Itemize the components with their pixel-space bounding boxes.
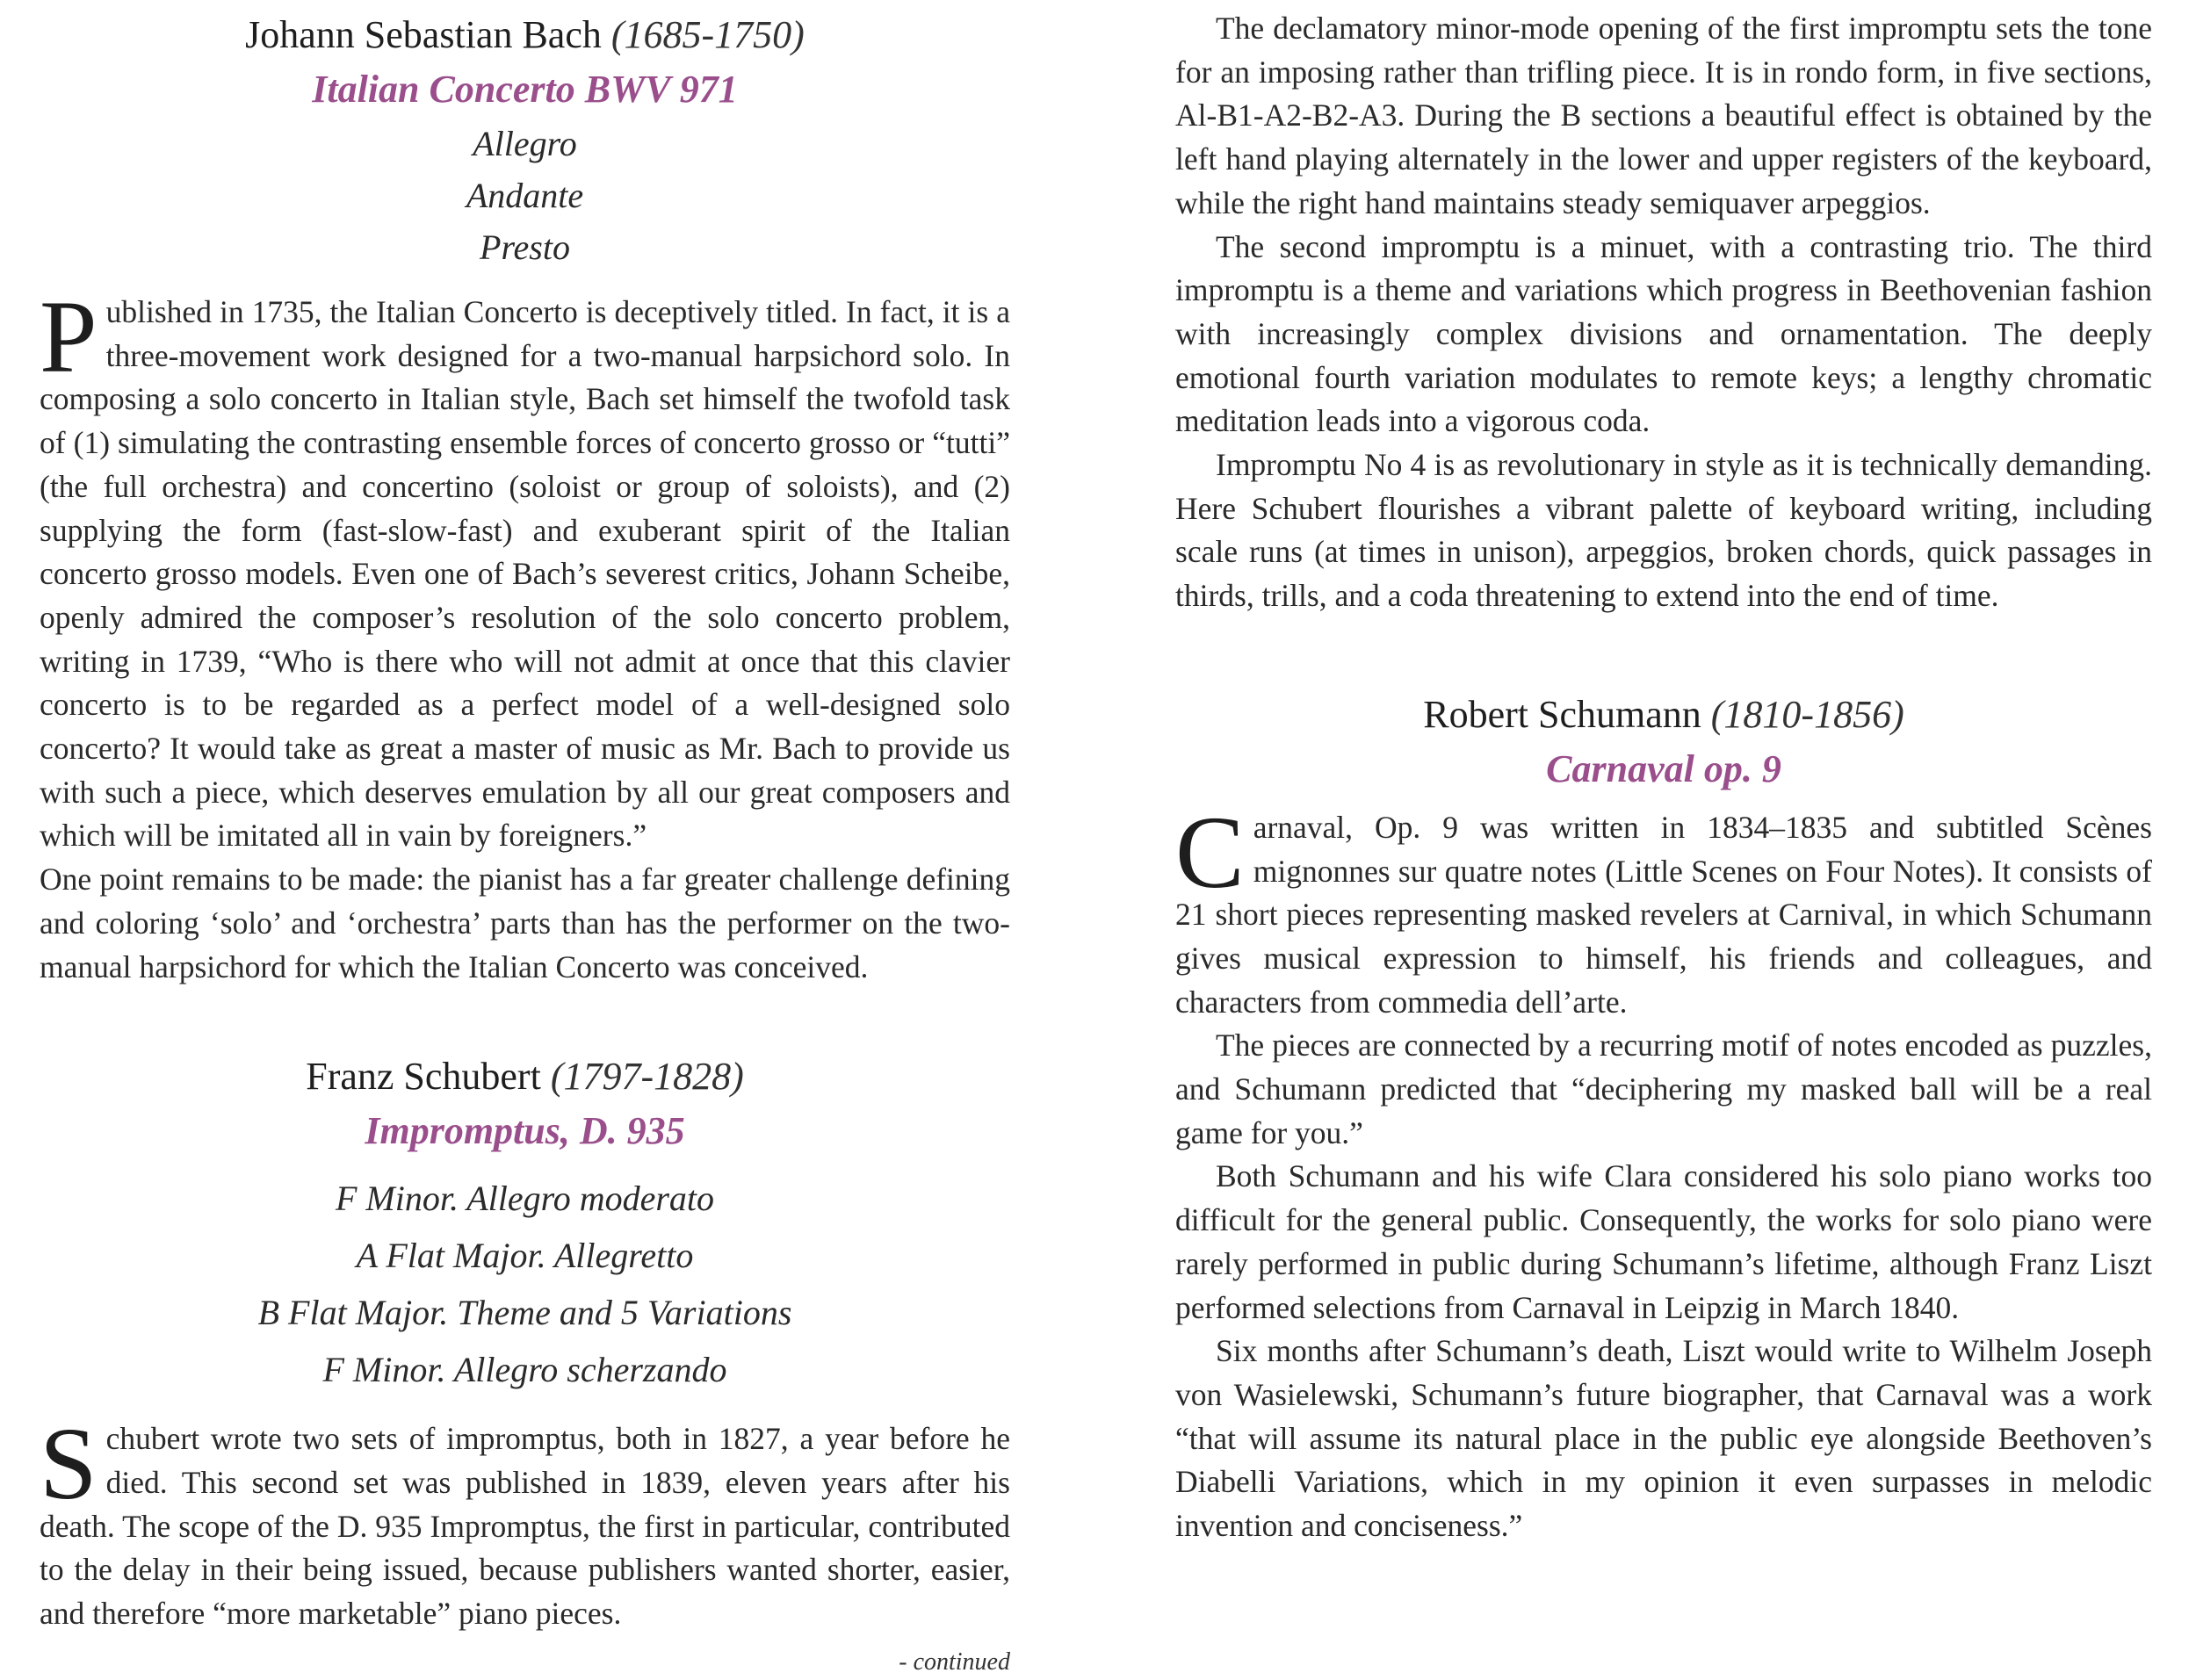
bach-movement: Allegro — [473, 124, 577, 163]
schubert-composer: Franz Schubert — [306, 1055, 541, 1099]
schubert-movement: B Flat Major. Theme and 5 Variations — [257, 1293, 792, 1333]
schumann-paragraph — [1175, 794, 2152, 1025]
schubert-movement: A Flat Major. Allegretto — [356, 1236, 694, 1276]
schubert-dates: (1797-1828) — [550, 1055, 744, 1099]
bach-paragraph — [40, 279, 1010, 858]
schumann-paragraph-text: arnaval, Op. 9 was written in 1834–1835 and subtitled Scènes mignonnes sur quatre notes (Little Scenes on Four Notes). It consists of 21 short pieces representing masked revelers at Carnival, in which Schumann gives musical expression to himself, his friends and colleagues, and characters from commedia dell’arte. — [1175, 809, 2152, 1020]
schumann-work-title: Carnaval op. 9 — [1546, 746, 1781, 790]
schubert-dropcap: S — [40, 1406, 98, 1522]
schubert-heading — [40, 1050, 1010, 1103]
schumann-dates: (1810-1856) — [1710, 692, 1904, 736]
schubert-paragraph: Impromptu No 4 is as revolutionary in style as it is technically demanding. Here Schubert flourishes a vibrant palette of keyboard writing, including scale runs (at times in unison), arpeggios, broken chords, quick passages in thirds, trills, and a coda threatening to extend into the end of time. — [1175, 447, 2152, 614]
bach-movement: Andante — [466, 176, 584, 215]
schubert-work-title: Impromptus, D. 935 — [365, 1109, 685, 1153]
bach-heading — [40, 9, 1010, 61]
schumann-paragraph: The pieces are connected by a recurring motif of notes encoded as puzzles, and Schumann predicted that “deciphering my masked ball will be a real game for you.” — [1175, 1027, 2152, 1150]
bach-dates: (1685-1750) — [610, 13, 805, 56]
bach-dropcap: P — [40, 279, 98, 394]
bach-work-title: Italian Concerto BWV 971 — [312, 68, 738, 111]
schubert-paragraph — [40, 1406, 1010, 1636]
bach-composer: Johann Sebastian Bach — [245, 13, 602, 56]
schumann-paragraph: Both Schumann and his wife Clara considered his solo piano works too difficult for the general public. Consequently, the works for solo piano were rarely performed in public during Schumann’s lifetime, although Franz Liszt performed selections from Carnaval in Leipzig in March 1840. — [1175, 1158, 2152, 1325]
bach-paragraph: One point remains to be made: the pianist has a far greater challenge defining and coloring ‘solo’ and ‘orchestra’ parts than has the performer on the two-manual harpsichord for which the Italian Concerto was conceived. — [40, 862, 1010, 984]
schubert-movement: F Minor. Allegro moderato — [335, 1179, 715, 1219]
schubert-paragraph: The declamatory minor-mode opening of the first impromptu sets the tone for an imposing rather than trifling piece. It is in rondo form, in five sections, Al-B1-A2-B2-A3. During the B sections a beautiful effect is obtained by the left hand playing alternately in the lower and upper registers of the keyboard, while the right hand maintains steady semiquaver arpeggios. — [1175, 11, 2152, 220]
schubert-paragraph: The second impromptu is a minuet, with a contrasting trio. The third impromptu is a theme and variations which progress in Beethovenian fashion with increasingly complex divisions and ornamentation. The deeply emotional fourth variation modulates to remote keys; a lengthy chromatic meditation leads into a vigorous coda. — [1175, 228, 2152, 439]
schumann-dropcap: C — [1175, 794, 1245, 910]
schumann-heading — [1175, 689, 2152, 741]
continued-note: - continued — [899, 1648, 1010, 1676]
schubert-movement: F Minor. Allegro scherzando — [322, 1350, 727, 1390]
schumann-paragraph: Six months after Schumann’s death, Liszt would write to Wilhelm Joseph von Wasielewski, Schumann’s future biographer, that Carnaval was a work “that will assume its natural place in the public eye alongside Beethoven’s Diabelli Variations, which in my opinion it even surpasses in melodic invention and conciseness.” — [1175, 1333, 2152, 1544]
left-column — [40, 0, 1010, 1674]
right-column — [1175, 0, 2152, 1674]
bach-movement: Presto — [480, 227, 570, 267]
bach-paragraph-text: ublished in 1735, the Italian Concerto is deceptively titled. In fact, it is a three-movement work designed for a two-manual harpsichord solo. In composing a solo concerto in Italian style, Bach set himself the twofold task of (1) simulating the contrasting ensemble forces of concerto grosso or “tutti” (the full orchestra) and concertino (soloist or group of soloists), and (2) supplying the form (fast-slow-fast) and exuberant spirit of the Italian concerto grosso models. Even one of Bach’s severest critics, Johann Scheibe, openly admired the composer’s resolution of the solo concerto problem, writing in 1739, “Who is there who will not admit at once that this clavier concerto is to be regarded as a perfect model of a well-designed solo concerto? It would take as great a master of music as Mr. Bach to provide us with such a piece, which deserves emulation by all our great composers and which will be imitated all in vain by foreigners.” — [40, 294, 1010, 854]
schubert-paragraph-text: chubert wrote two sets of impromptus, both in 1827, a year before he died. This second set was published in 1839, eleven years after his death. The scope of the D. 935 Impromptus, the first in particular, contributed to the delay in their being issued, because publishers wanted shorter, easier, and therefore “more marketable” piano pieces. — [40, 1421, 1010, 1632]
schumann-composer: Robert Schumann — [1423, 692, 1701, 736]
